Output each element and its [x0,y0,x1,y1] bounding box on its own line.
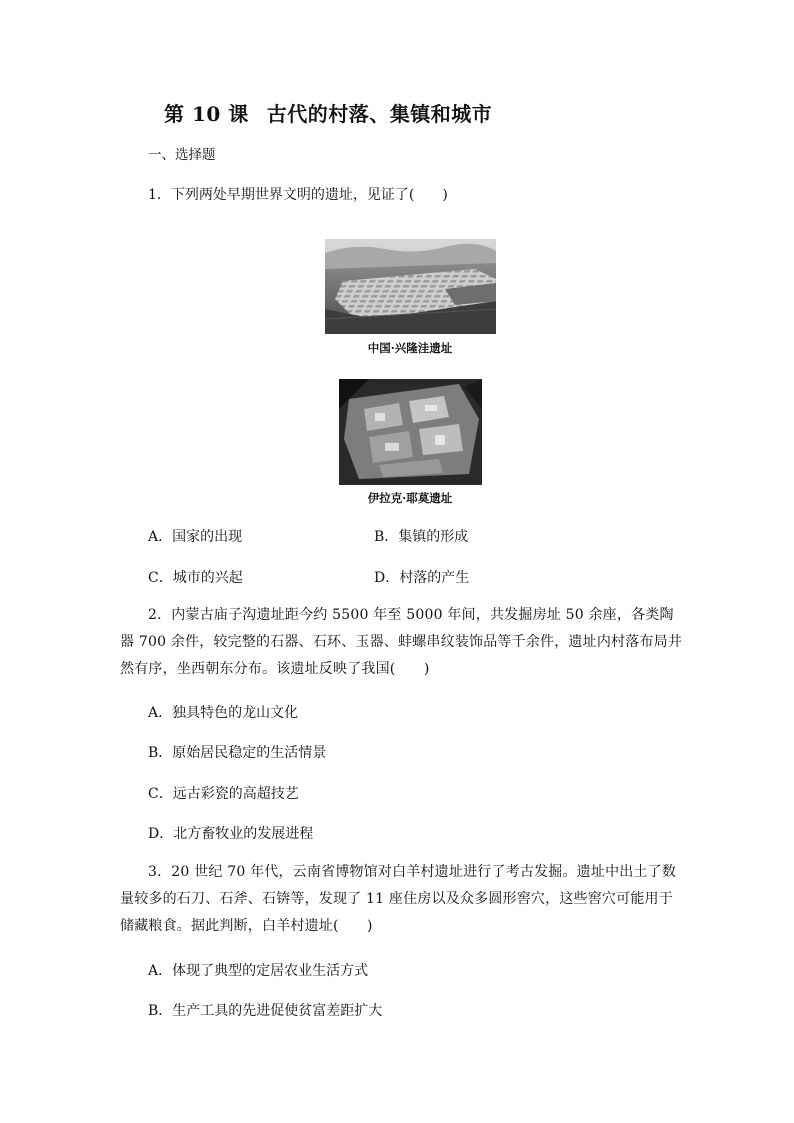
xinglongwa-site-photo [325,239,496,334]
jarmo-site-photo [339,379,482,485]
xinglongwa-caption: 中国·兴隆洼遗址 [367,341,453,355]
lesson-number: 第 10 课 [164,102,249,126]
q3-option-b: B．生产工具的先进促使贫富差距扩大 [148,1003,383,1019]
q2-option-a: A．独具特色的龙山文化 [148,705,299,721]
page-title [164,98,492,127]
jarmo-caption: 伊拉克·耶莫遗址 [367,491,453,505]
section-heading: 一、选择题 [148,147,216,163]
q1-option-d: D．村落的产生 [374,570,470,586]
xinglongwa-site-image [325,239,496,334]
q2-option-d: D．北方畜牧业的发展进程 [148,826,314,842]
q1-option-a: A．国家的出现 [148,529,243,545]
q1-option-b: B．集镇的形成 [374,529,469,545]
q1-option-c: C．城市的兴起 [148,570,243,586]
q2-option-b: B．原始居民稳定的生活情景 [148,745,327,761]
lesson-name: 古代的村落、集镇和城市 [266,102,493,126]
question-1-stem: 1．下列两处早期世界文明的遗址，见证了( ) [148,187,448,203]
q2-option-c: C．远古彩瓷的高超技艺 [148,786,299,802]
question-3-stem: 3．20 世纪 70 年代，云南省博物馆对白羊村遗址进行了考古发掘。遗址中出土了数量较多的石刀、石斧、石锛等，发现了 11 座住房以及众多圆形窖穴，这些窖穴可能用于储藏粮食。据此判断，白羊村遗址( ) [120,864,677,934]
q3-option-a: A．体现了典型的定居农业生活方式 [148,963,369,979]
question-2-stem: 2．内蒙古庙子沟遗址距今约 5500 年至 5000 年间，共发掘房址 50 余座，各类陶器 700 余件，较完整的石器、石环、玉器、蚌螺串纹装饰品等千余件，遗址内村落布局井然有序，坐西朝东分布。该遗址反映了我国( ) [120,607,683,677]
jarmo-site-image [339,379,482,485]
